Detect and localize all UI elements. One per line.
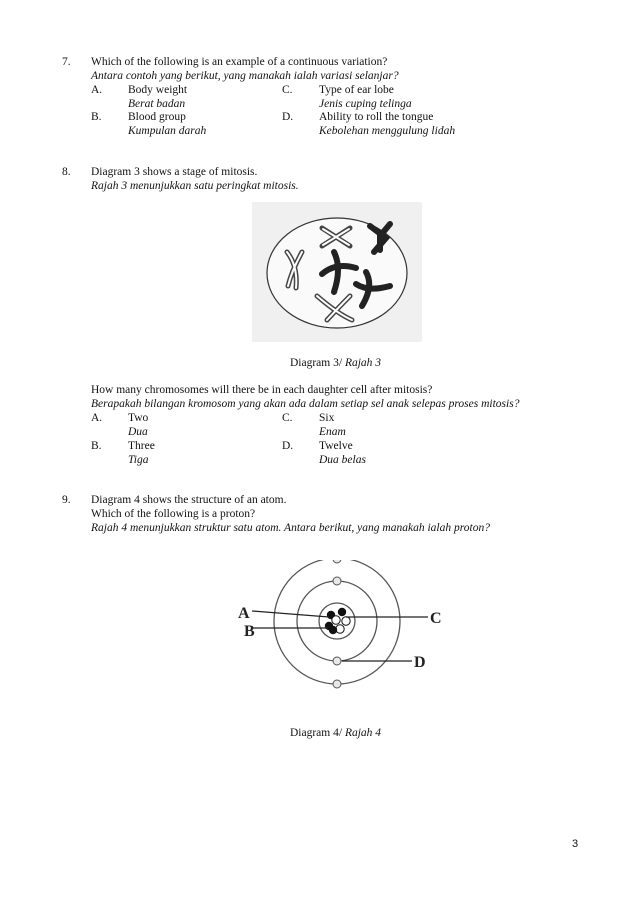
q8-option-a-en: Two <box>128 412 149 424</box>
q8-option-d-ms: Dua belas <box>319 454 366 466</box>
q7-question-en: Which of the following is an example of a continuous variation? <box>91 56 388 68</box>
q8-option-d-letter: D. <box>282 440 294 452</box>
q8-intro-ms: Rajah 3 menunjukkan satu peringkat mitosis. <box>91 180 299 192</box>
diagram3-caption-ms: Rajah 3 <box>344 357 382 369</box>
diagram4-caption-ms: Rajah 4 <box>344 727 382 739</box>
q7-number: 7. <box>62 56 71 68</box>
q7-option-c-ms: Jenis cuping telinga <box>319 98 412 110</box>
q8-option-a-ms: Dua <box>128 426 148 438</box>
leader-line-a <box>252 611 329 617</box>
diagram4-caption-en: Diagram 4/ <box>290 727 345 739</box>
q7-option-c-letter: C. <box>282 84 293 96</box>
atom-diagram <box>232 560 448 690</box>
q7-option-d-letter: D. <box>282 111 294 123</box>
q7-option-d-ms: Kebolehan menggulung lidah <box>319 125 456 137</box>
q8-intro-en: Diagram 3 shows a stage of mitosis. <box>91 166 258 178</box>
q8-option-c-letter: C. <box>282 412 293 424</box>
q9-question-ms: Rajah 4 menunjukkan struktur satu atom. Antara berikut, yang manakah ialah proton? <box>91 522 490 534</box>
nucleon-light <box>342 617 350 625</box>
diagram3-caption <box>290 357 381 370</box>
nucleon-light <box>332 616 340 624</box>
q9-number: 9. <box>62 494 71 506</box>
q8-option-b-en: Three <box>128 440 155 452</box>
electron <box>333 577 341 585</box>
electron <box>333 560 341 563</box>
q8-option-a-letter: A. <box>91 412 103 424</box>
q7-option-b-letter: B. <box>91 111 102 123</box>
q7-option-a-ms: Berat badan <box>128 98 186 110</box>
nucleon-dark <box>329 626 337 634</box>
q7-option-a-en: Body weight <box>128 84 188 96</box>
diagram3-caption-en: Diagram 3/ <box>290 357 345 369</box>
q8-option-d-en: Twelve <box>319 440 353 452</box>
q9-intro-en: Diagram 4 shows the structure of an atom. <box>91 494 287 506</box>
page-number: 3 <box>572 838 579 850</box>
nucleon-dark <box>338 608 346 616</box>
label-d: D <box>414 654 426 671</box>
q8-option-c-en: Six <box>319 412 335 424</box>
q8-question-ms: Berapakah bilangan kromosom yang akan ada dalam setiap sel anak selepas proses mitosis? <box>91 398 520 410</box>
q8-option-c-ms: Enam <box>319 426 346 438</box>
q7-option-d-en: Ability to roll the tongue <box>319 111 434 123</box>
mitosis-diagram <box>252 202 422 342</box>
q7-option-a-letter: A. <box>91 84 103 96</box>
q7-option-b-en: Blood group <box>128 111 186 123</box>
q8-option-b-ms: Tiga <box>128 454 149 466</box>
q7-option-c-en: Type of ear lobe <box>319 84 394 96</box>
q7-option-b-ms: Kumpulan darah <box>128 125 207 137</box>
q8-option-b-letter: B. <box>91 440 102 452</box>
q9-question-en: Which of the following is a proton? <box>91 508 256 520</box>
electron <box>333 657 341 665</box>
q7-question-ms: Antara contoh yang berikut, yang manakah ialah variasi selanjar? <box>91 70 399 82</box>
label-a: A <box>238 605 250 622</box>
label-b: B <box>244 623 255 640</box>
q8-question-en: How many chromosomes will there be in each daughter cell after mitosis? <box>91 384 433 396</box>
q8-number: 8. <box>62 166 71 178</box>
label-c: C <box>430 610 442 627</box>
electron <box>333 680 341 688</box>
diagram4-caption <box>290 727 381 740</box>
